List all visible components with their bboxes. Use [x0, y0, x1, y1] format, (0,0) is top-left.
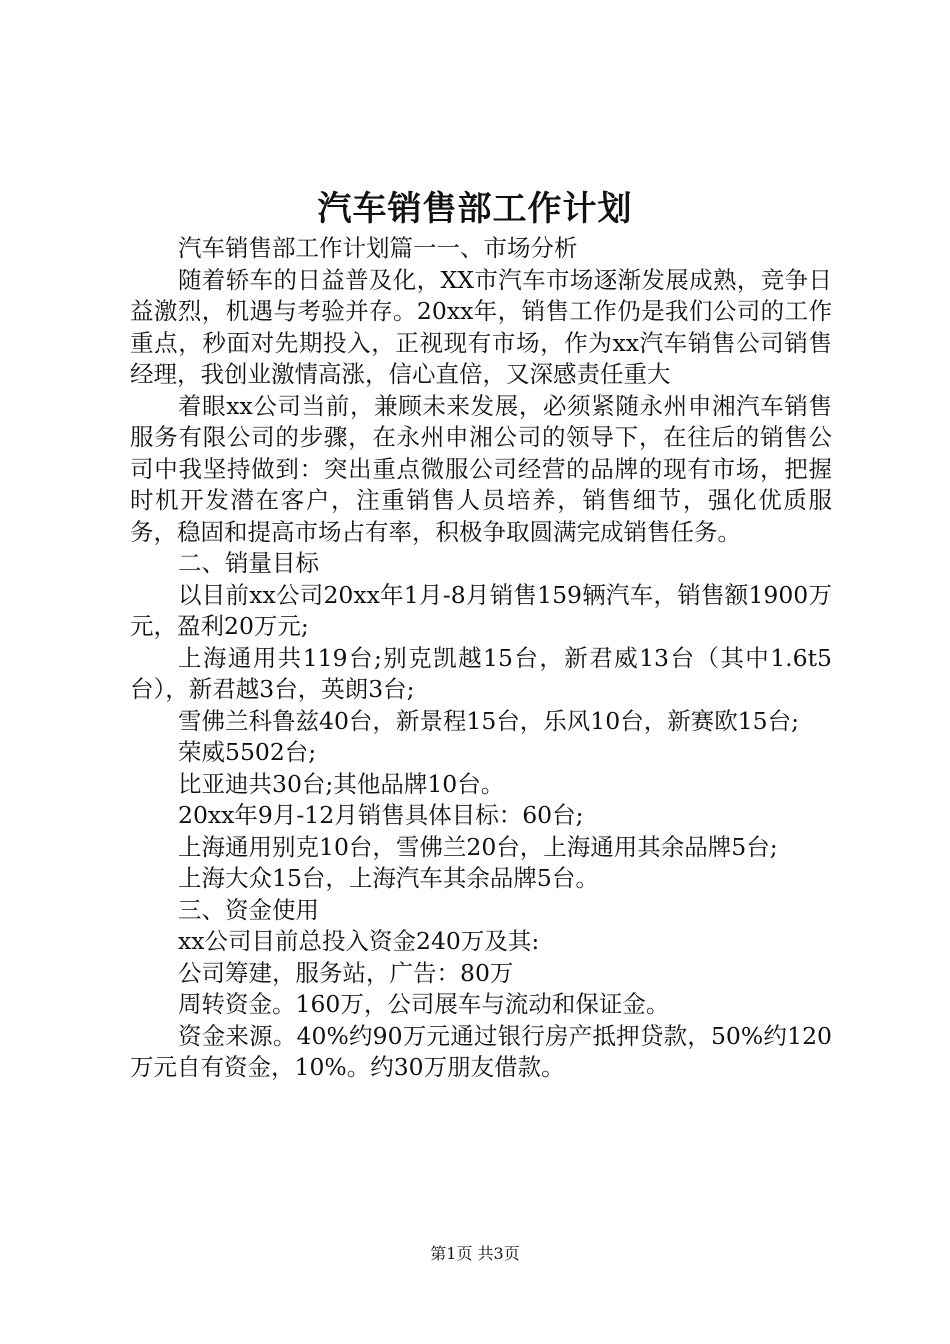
- paragraph: 以目前xx公司20xx年1月-8月销售159辆汽车，销售额1900万元，盈利20万元;: [130, 580, 832, 640]
- paragraph: 上海大众15台，上海汽车其余品牌5台。: [178, 864, 599, 892]
- paragraph: 上海通用别克10台，雪佛兰20台，上海通用其余品牌5台;: [178, 832, 778, 861]
- document-title: 汽车销售部工作计划: [317, 189, 633, 229]
- paragraph: 20xx年9月-12月销售具体目标：60台;: [178, 801, 584, 829]
- paragraph: 随着轿车的日益普及化，XX市汽车市场逐渐发展成熟，竞争日益激烈，机遇与考验并存。20xx年，销售工作仍是我们公司的工作重点，秒面对先期投入，正视现有市场，作为xx汽车销售公司销售经理，我创业激情高涨，信心直倍，又深感责任重大: [130, 265, 832, 388]
- paragraph: 汽车销售部工作计划篇一一、市场分析: [178, 234, 578, 262]
- paragraph: 比亚迪共30台;其他品牌10台。: [178, 769, 505, 798]
- paragraph: 荣威5502台;: [178, 738, 317, 766]
- paragraph: 公司筹建，服务站，广告：80万: [178, 958, 514, 987]
- paragraph: 资金来源。40%约90万元通过银行房产抵押贷款，50%约120万元自有资金，10%。约30万朋友借款。: [130, 1021, 832, 1081]
- page-footer: 第1页 共3页: [430, 1244, 520, 1263]
- document-body: [130, 233, 832, 1084]
- section-heading: 三、资金使用: [178, 895, 319, 924]
- paragraph: 周转资金。160万，公司展车与流动和保证金。: [178, 990, 670, 1018]
- paragraph: 上海通用共119台;别克凯越15台，新君威13台（其中1.6t5台），新君越3台，英朗3台;: [130, 643, 832, 703]
- paragraph: 雪佛兰科鲁兹40台，新景程15台，乐风10台，新赛欧15台;: [178, 706, 800, 735]
- paragraph: xx公司目前总投入资金240万及其:: [178, 927, 540, 955]
- paragraph: 着眼xx公司当前，兼顾未来发展，必须紧随永州申湘汽车销售服务有限公司的步骤，在永州申湘公司的领导下，在往后的销售公司中我坚持做到：突出重点微服公司经营的品牌的现有市场，把握时机开发潜在客户，注重销售人员培养，销售细节，强化优质服务，稳固和提高市场占有率，积极争取圆满完成销售任务。: [130, 391, 832, 546]
- section-heading: 二、销量目标: [178, 549, 319, 577]
